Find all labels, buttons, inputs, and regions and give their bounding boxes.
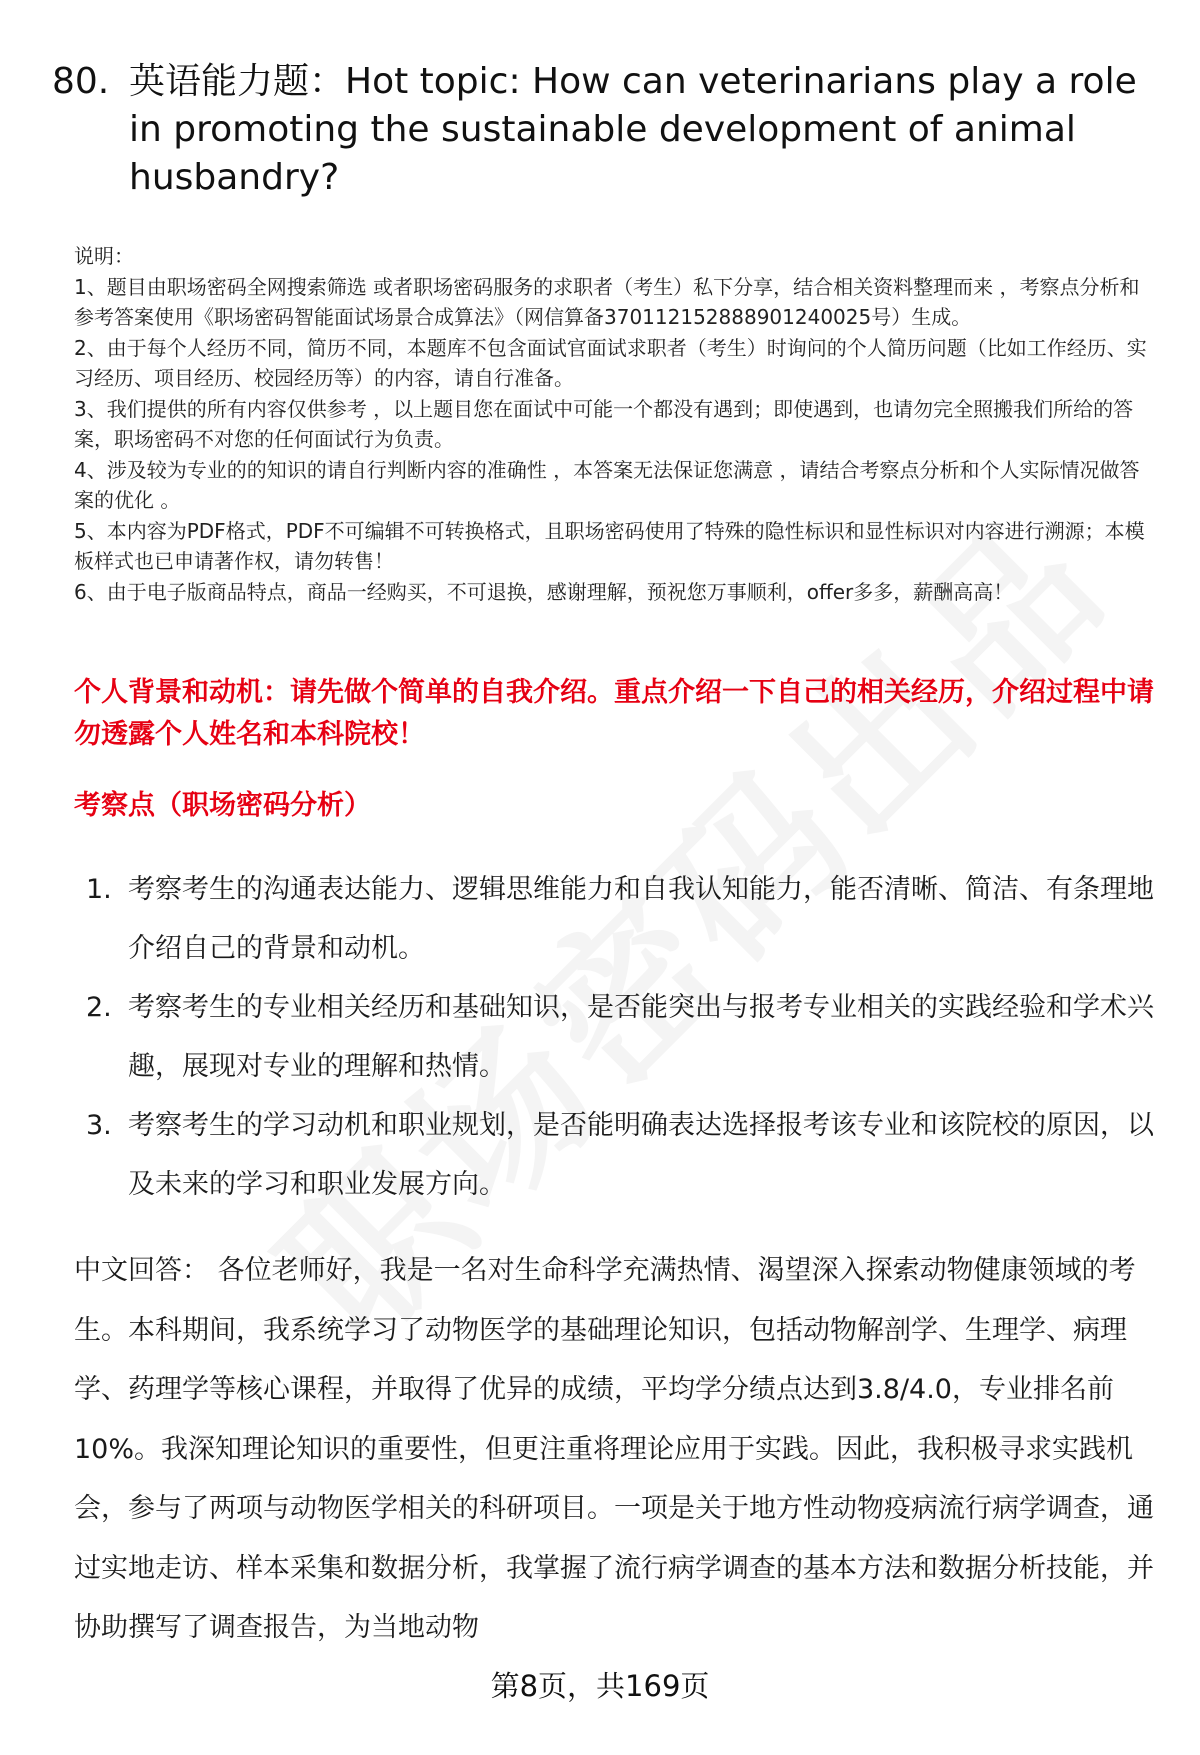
list-item bbox=[74, 1096, 1154, 1214]
question-title bbox=[52, 58, 1152, 202]
list-item bbox=[74, 978, 1154, 1096]
answer-label: 中文回答： bbox=[74, 1255, 209, 1286]
list-item-number: 1. bbox=[86, 874, 112, 905]
answer-paragraph bbox=[74, 1241, 1159, 1658]
note-item: 1、题目由职场密码全网搜索筛选 或者职场密码服务的求职者（考生）私下分享，结合相关资料整理而来 ，考察点分析和参考答案使用《职场密码智能面试场景合成算法》（网信算备370112152888901240025号）生成。 bbox=[74, 274, 1140, 329]
note-item: 6、由于电子版商品特点，商品一经购买，不可退换，感谢理解，预祝您万事顺利，offer多多，薪酬高高！ bbox=[74, 579, 1014, 604]
list-item-number: 2. bbox=[86, 992, 112, 1023]
note-item: 5、本内容为PDF格式，PDF不可编辑不可转换格式，且职场密码使用了特殊的隐性标识和显性标识对内容进行溯源；本模板样式也已申请著作权，请勿转售！ bbox=[74, 518, 1145, 573]
question-number: 80. bbox=[52, 61, 110, 102]
note-item: 3、我们提供的所有内容仅供参考 ，以上题目您在面试中可能一个都没有遇到；即使遇到，也请勿完全照搬我们所给的答案，职场密码不对您的任何面试行为负责。 bbox=[74, 396, 1134, 451]
answer-text: 各位老师好，我是一名对生命科学充满热情、渴望深入探索动物健康领域的考生。本科期间，我系统学习了动物医学的基础理论知识，包括动物解剖学、生理学、病理学、药理学等核心课程，并取得了优异的成绩，平均学分绩点达到3.8/4.0，专业排名前10%。我深知理论知识的重要性，但更注重将理论应用于实践。因此，我积极寻求实践机会，参与了两项与动物医学相关的科研项目。一项是关于地方性动物疫病流行病学调查，通过实地走访、样本采集和数据分析，我掌握了流行病学调查的基本方法和数据分析技能，并协助撰写了调查报告，为当地动物 bbox=[74, 1255, 1154, 1643]
question-text: 英语能力题：Hot topic: How can veterinarians play a role in promoting the sustainable development of animal husbandry? bbox=[129, 61, 1137, 198]
list-item bbox=[74, 860, 1154, 978]
list-item-text: 考察考生的学习动机和职业规划，是否能明确表达选择报考该专业和该院校的原因，以及未来的学习和职业发展方向。 bbox=[128, 1110, 1154, 1200]
background-heading: 个人背景和动机：请先做个简单的自我介绍。重点介绍一下自己的相关经历，介绍过程中请勿透露个人姓名和本科院校！ bbox=[74, 677, 1154, 750]
analysis-points-list bbox=[74, 860, 1154, 1214]
notes-section bbox=[74, 241, 1154, 607]
notes-title: 说明： bbox=[74, 244, 134, 268]
note-item: 2、由于每个人经历不同，简历不同，本题库不包含面试官面试求职者（考生）时询问的个人简历问题（比如工作经历、实习经历、项目经历、校园经历等）的内容，请自行准备。 bbox=[74, 335, 1147, 390]
note-item: 4、涉及较为专业的的知识的请自行判断内容的准确性 ，本答案无法保证您满意 ，请结合考察点分析和个人实际情况做答案的优化 。 bbox=[74, 457, 1140, 512]
list-item-number: 3. bbox=[86, 1110, 112, 1141]
list-item-text: 考察考生的沟通表达能力、逻辑思维能力和自我认知能力，能否清晰、简洁、有条理地介绍自己的背景和动机。 bbox=[128, 874, 1154, 964]
list-item-text: 考察考生的专业相关经历和基础知识，是否能突出与报考专业相关的实践经验和学术兴趣，展现对专业的理解和热情。 bbox=[128, 992, 1154, 1082]
analysis-heading: 考察点（职场密码分析） bbox=[74, 790, 371, 821]
page-number: 第8页，共169页 bbox=[490, 1669, 710, 1703]
